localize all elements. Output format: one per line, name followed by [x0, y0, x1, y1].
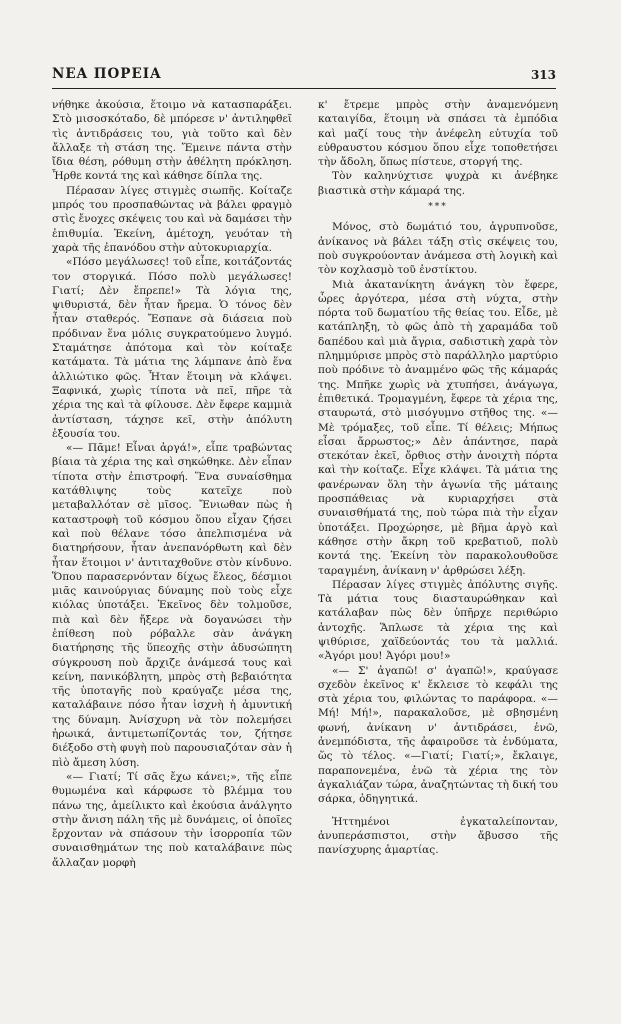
paragraph: Πέρασαν λίγες στιγμὲς ἀπόλυτης σιγῆς. Τὰ μάτια τους διασταυρώθηκαν καὶ κατάλαβαν πὼς δὲν ὑπῆρχε περιθώριο ἀντοχῆς. Ἅπλωσε τὰ χέρια της καὶ ψιθύρισε, χαϊδεύοντάς του τὰ μαλλιά. «Ἀγόρι μου! Ἀγόρι μου!» — [318, 578, 558, 663]
paragraph: Πέρασαν λίγες στιγμὲς σιωπῆς. Κοίταζε μπρός του προσπαθώντας νὰ βάλει φραγμὸ στὶς ἔνοχες σκέψεις του καὶ νὰ δαμάσει τὴν ἐπιθυμία. Ἐκείνη, ἀμέτοχη, γευόταν τὴ χαρὰ τῆς ἐπανόδου στὴν αὐτοκυριαρχία. — [52, 184, 292, 254]
left-text-column — [52, 98, 292, 870]
page-number: 313 — [530, 68, 556, 82]
paragraph: κ' ἔτρεμε μπρὸς στὴν ἀναμενόμενη καταιγίδα, ἕτοιμη νὰ σπάσει τὰ ἐμπόδια καὶ μαζί τους τὴν ἀνέφελη εὐτυχία τοῦ εὐθραυστου κόσμου ὅπου εἶχε τοποθετήσει τὴν ἄδολη, ὅπως πίστευε, στοργή της. — [318, 99, 558, 169]
section-separator: *** — [428, 202, 448, 213]
paragraph: νήθηκε ἀκούσια, ἕτοιμο νὰ κατασπαράξει. Στὸ μισοσκόταδο, δὲ μπόρεσε ν' ἀντιληφθεῖ τὶς ἀντιδράσεις του, γιὰ τοῦτο καὶ δὲν ἄλλαξε τὴ στάση της. Ἔμεινε πάντα στὴν ἴδια θέση, ρόθυμη στὴν ἀθέλητη πρόκληση. Ἦρθε κοντά της καὶ κάθησε δίπλα της. — [52, 99, 292, 183]
paragraph: Μόνος, στὸ δωμάτιό του, ἀγρυπνοῦσε, ἀνίκανος νὰ βάλει τάξη στὶς σκέψεις του, ποὺ συγκρούονταν ἀνάμεσα στὴ λογικὴ καὶ τὸν κοχλασμὸ τοῦ ἐνστίκτου. — [318, 221, 558, 277]
paragraph: «— Γιατί; Τί σᾶς ἔχω κάνει;», τῆς εἶπε θυμωμένα καὶ κάρφωσε τὸ βλέμμα του πάνω της, ἀμείλικτο καὶ ἐκούσια ἀνάλγητο στὴν ἄνιση πάλη τῆς μὲ δυνάμεις, οἱ ὁποῖες ἔρχονταν νὰ σπάσουν τὴν ἰσορροπία τῶν συναισθημάτων της ποὺ καταλάβαινε πὼς ἄλλαζαν μορφὴ — [52, 770, 292, 869]
paragraph: «Πόσο μεγάλωσες! τοῦ εἶπε, κοιτάζοντάς τον στοργικά. Πόσο πολὺ μεγάλωσες! Γιατί; Δὲν ἔπρεπε!» Τὰ λόγια της, ψιθυριστά, δὲν ἦταν ἤρεμα. Ὁ τόνος δὲν ἦταν σταθερός. Ἔσπανε σὰ διάσεια ποὺ πρόδιναν ἕνα μόλις συγκρατούμενο λυγμό. Σταμάτησε ἀπότομα καὶ τὸν κοίταξε κατάματα. Τὰ μάτια της λάμπανε ἀπὸ ἕνα ἀλλιώτικο φῶς. Ἦταν ἕτοιμη νὰ κλάψει. Ξαφνικά, χωρὶς τίποτα νὰ πεῖ, πῆρε τὰ χέρια της καὶ τὰ φίλουσε. Δὲν ἔφερε καμμιὰ ἀντίσταση, τάχησε κεῖ, στὴν ἀπόλυτη ἐξουσία του. — [52, 256, 292, 440]
paragraph: Ἡττημένοι ἐγκαταλείπονταν, ἀνυπεράσπιστοι, στὴν ἄβυσσο τῆς πανίσχυρης ἁμαρτίας. — [318, 815, 558, 857]
journal-title: ΝΕΑ ΠΟΡΕΙΑ — [52, 66, 162, 82]
paragraph: «— Πᾶμε! Εἶναι ἀργά!», εἶπε τραβώντας βίαια τὰ χέρια της καὶ σηκώθηκε. Δὲν εἶπαν τίποτα στὴν ἐπιστροφή. Ἕνα συναίσθημα κατάθλιψης τοὺς κατεῖχε ποὺ μεταβαλλόταν σὲ μῖσος. Ἔνιωθαν πὼς ἡ καταστροφὴ τοῦ κόσμου ὅπου εἶχαν ζήσει καὶ ποὺ θέλανε τόσο ἀπελπισμένα νὰ διατηρήσουν, ἦταν ἀνεπανόρθωτη καὶ δὲν ἦταν ἕτοιμοι ν' ἀντιταχθοῦνε στὸν κίνδυνο. Ὅπου παρασερνόνταν δίχως ἔλεος, δέσμιοι μιᾶς καινούργιας δύναμης ποὺ τοὺς εἶχε κιόλας ὑποτάξει. Ἐκεῖνος δὲν τολμοῦσε, πιὰ καὶ δὲν ἤξερε νὰ δογανώσει τὴν ἐπίθεση ποὺ ρόβαλλε σὰν ἀνάγκη διατήρησης τῆς ὕπεοχῆς στὴν ἀδυσώπητη σύγκρουση ποὺ ἄρχιζε ἀνάμεσά τους καὶ κείνη, πανικόβλητη, μπρὸς στὴ βεβαιότητα τῆς ὑποταγῆς ποὺ κραύγαζε μέσα της, καταλάβαινε πόσο ἦταν ἰσχνὴ ἡ ἀμυντική της δύναμη. Ἀνίσχυρη νὰ τὸν πολεμήσει ἠρωικά, ἀντιμετωπίζοντάς τον, ζήτησε διέξοδο στὴ φυγὴ ποὺ παρουσιαζόταν σὰν ἡ πὶὸ ἄμεση λύση. — [52, 442, 292, 769]
paragraph: Μιὰ ἀκατανίκητη ἀνάγκη τὸν ἔφερε, ὧρες ἀργότερα, μέσα στὴ νύχτα, στὴν πόρτα τοῦ δωματίου τῆς θείας του. Εἶδε, μὲ κατάπληξη, τὸ φῶς ἀπὸ τὴ χαραμάδα τοῦ δαπέδου καὶ μιὰ ἄγρια, σαδιστικὴ χαρὰ τὸν πλημμύρισε μπρὸς στὸ παράλληλο μαρτύριο ποὺ πρόδινε τὸ ἀναμμένο φῶς τῆς κάμαράς της. Μπῆκε χωρὶς νὰ χτυπήσει, ἀνάγωγα, ἐπιθετικά. Τρομαγμένη, ἔφερε τὰ χέρια της, σταυρωτά, στὸ μισόγυμνο στῆθος της. «— Μὲ τρόμαξες, τοῦ εἶπε. Τί θέλεις; Μήπως εἶσαι ἄρρωστος;» Δὲν ἀπάντησε, παρὰ στεκόταν ἐκεῖ, ὄρθιος στὴν ἀνοιχτὴ πόρτα καὶ τὴν κοίταζε. Εἶχε κλάψει. Τὰ μάτια της φανέρωναν ὅλη τὴν ἀγωνία τῆς μάταιης προσπάθειας νὰ κυριαρχήσει στὰ συναισθήματά της, ποὺ τώρα πιὰ τὴν εἶχαν ὑποτάξει. Προχώρησε, μὲ βῆμα ἀργὸ καὶ κάθησε στὴν ἄκρη τοῦ κρεβατιοῦ, πολὺ κοντά της. Ἐκείνη τὸν παρακολουθοῦσε ταραγμένη, ἀνίκανη ν' ἀρθρώσει λέξη. — [318, 278, 558, 577]
paragraph: «— Σ' ἀγαπῶ! σ' ἀγαπῶ!», κραύγασε σχεδὸν ἐκεῖνος κ' ἔκλεισε τὸ κεφάλι της στὰ χέρια του, φιλώντας το παράφορα. «— Μή! Μή!», παρακαλοῦσε, μὲ σβησμένη φωνή, ἀνίκανη ν' ἀντιδράσει, ἐνῶ, ἀνεμπόδιστα, τῆς ἀφαιροῦσε τὰ ἐνδύματα, ὥς τὸ τέλος. «—Γιατί; Γιατί;», ἔκλαιγε, παραπονεμένα, ἐνῶ τὰ χέρια της τὸν ἀγκαλιάζαν τώρα, ἀναζητώντας τὴ δική του σάρκα, ὀδηγητικά. — [318, 664, 558, 806]
right-text-column — [318, 98, 558, 857]
page-header — [52, 66, 556, 89]
paragraph: Τὸν καληνύχτισε ψυχρὰ κι ἀνέβηκε βιαστικὰ στὴν κάμαρά της. — [318, 170, 558, 197]
